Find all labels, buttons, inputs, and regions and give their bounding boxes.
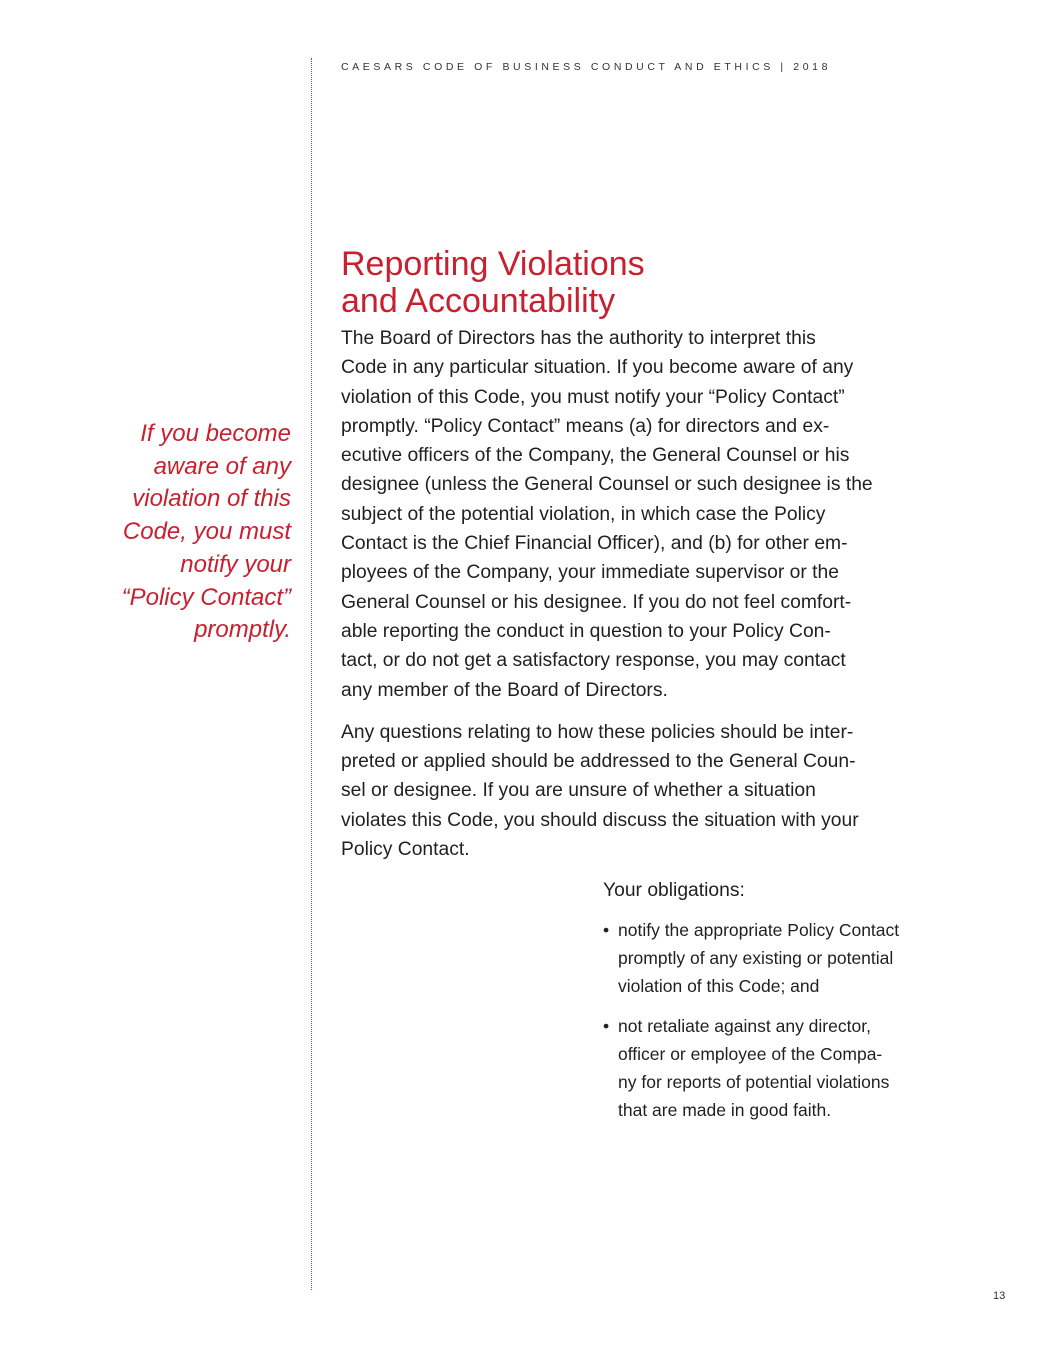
paragraph	[341, 324, 873, 705]
obligations-list	[603, 917, 899, 1125]
running-header: CAESARS CODE OF BUSINESS CONDUCT AND ETHICS | 2018	[341, 61, 832, 73]
text-line: The Board of Directors has the authority to interpret this	[341, 328, 816, 349]
text-line: tact, or do not get a satisfactory response, you may contact	[341, 650, 846, 672]
section-title	[341, 246, 645, 320]
text-line: promptly. “Policy Contact” means (a) for directors and ex-	[341, 415, 830, 437]
text-line: violates this Code, you should discuss the situation with your	[341, 809, 859, 831]
text-line: that are made in good faith.	[618, 1099, 832, 1120]
bullet-icon: •	[603, 920, 610, 940]
obligations-box	[603, 876, 899, 1138]
text-line: any member of the Board of Directors.	[341, 679, 668, 701]
quote-line: “Policy Contact”	[121, 583, 291, 611]
pull-quote	[122, 418, 291, 647]
text-line: officer or employee of the Compa-	[618, 1044, 883, 1065]
quote-line: violation of this	[132, 485, 291, 513]
text-line: ecutive officers of the Company, the General Counsel or his	[341, 445, 850, 467]
text-line: subject of the potential violation, in which case the Policy	[341, 503, 826, 525]
text-line: promptly of any existing or potential	[618, 947, 894, 968]
quote-line: notify your	[180, 550, 291, 578]
text-line: designee (unless the General Counsel or such designee is the	[341, 474, 873, 496]
text-line: Code in any particular situation. If you become aware of any	[341, 357, 854, 379]
text-line: General Counsel or his designee. If you do not feel comfort-	[341, 591, 852, 613]
obligations-heading: Your obligations:	[603, 880, 745, 901]
list-item	[603, 917, 899, 1000]
quote-line: If you become	[140, 420, 291, 447]
text-line: violation of this Code, you must notify your “Policy Contact”	[341, 386, 845, 408]
page-number: 13	[993, 1290, 1006, 1302]
text-line: violation of this Code; and	[618, 975, 820, 996]
quote-line: aware of any	[153, 452, 291, 480]
text-line: sel or designee. If you are unsure of whether a situation	[341, 780, 816, 802]
bullet-icon: •	[603, 1016, 610, 1037]
text-line: notify the appropriate Policy Contact	[618, 920, 900, 940]
text-line: able reporting the conduct in question to your Policy Con-	[341, 620, 831, 642]
text-line: preted or applied should be addressed to the General Coun-	[341, 751, 856, 773]
dotted-divider	[311, 58, 312, 1290]
quote-line: promptly.	[194, 616, 291, 644]
text-line: Any questions relating to how these policies should be inter-	[341, 721, 854, 743]
list-item	[603, 1013, 899, 1124]
paragraph	[341, 718, 873, 864]
title-line: Reporting Violations	[341, 245, 645, 283]
text-line: Policy Contact.	[341, 839, 470, 861]
text-line: ny for reports of potential violations	[618, 1071, 890, 1092]
quote-line: Code, you must	[122, 518, 291, 546]
body-text	[341, 324, 873, 877]
text-line: ployees of the Company, your immediate supervisor or the	[341, 562, 839, 584]
text-line: Contact is the Chief Financial Officer), and (b) for other em-	[341, 533, 848, 555]
text-line: not retaliate against any director,	[618, 1016, 871, 1037]
title-line: and Accountability	[341, 282, 616, 320]
